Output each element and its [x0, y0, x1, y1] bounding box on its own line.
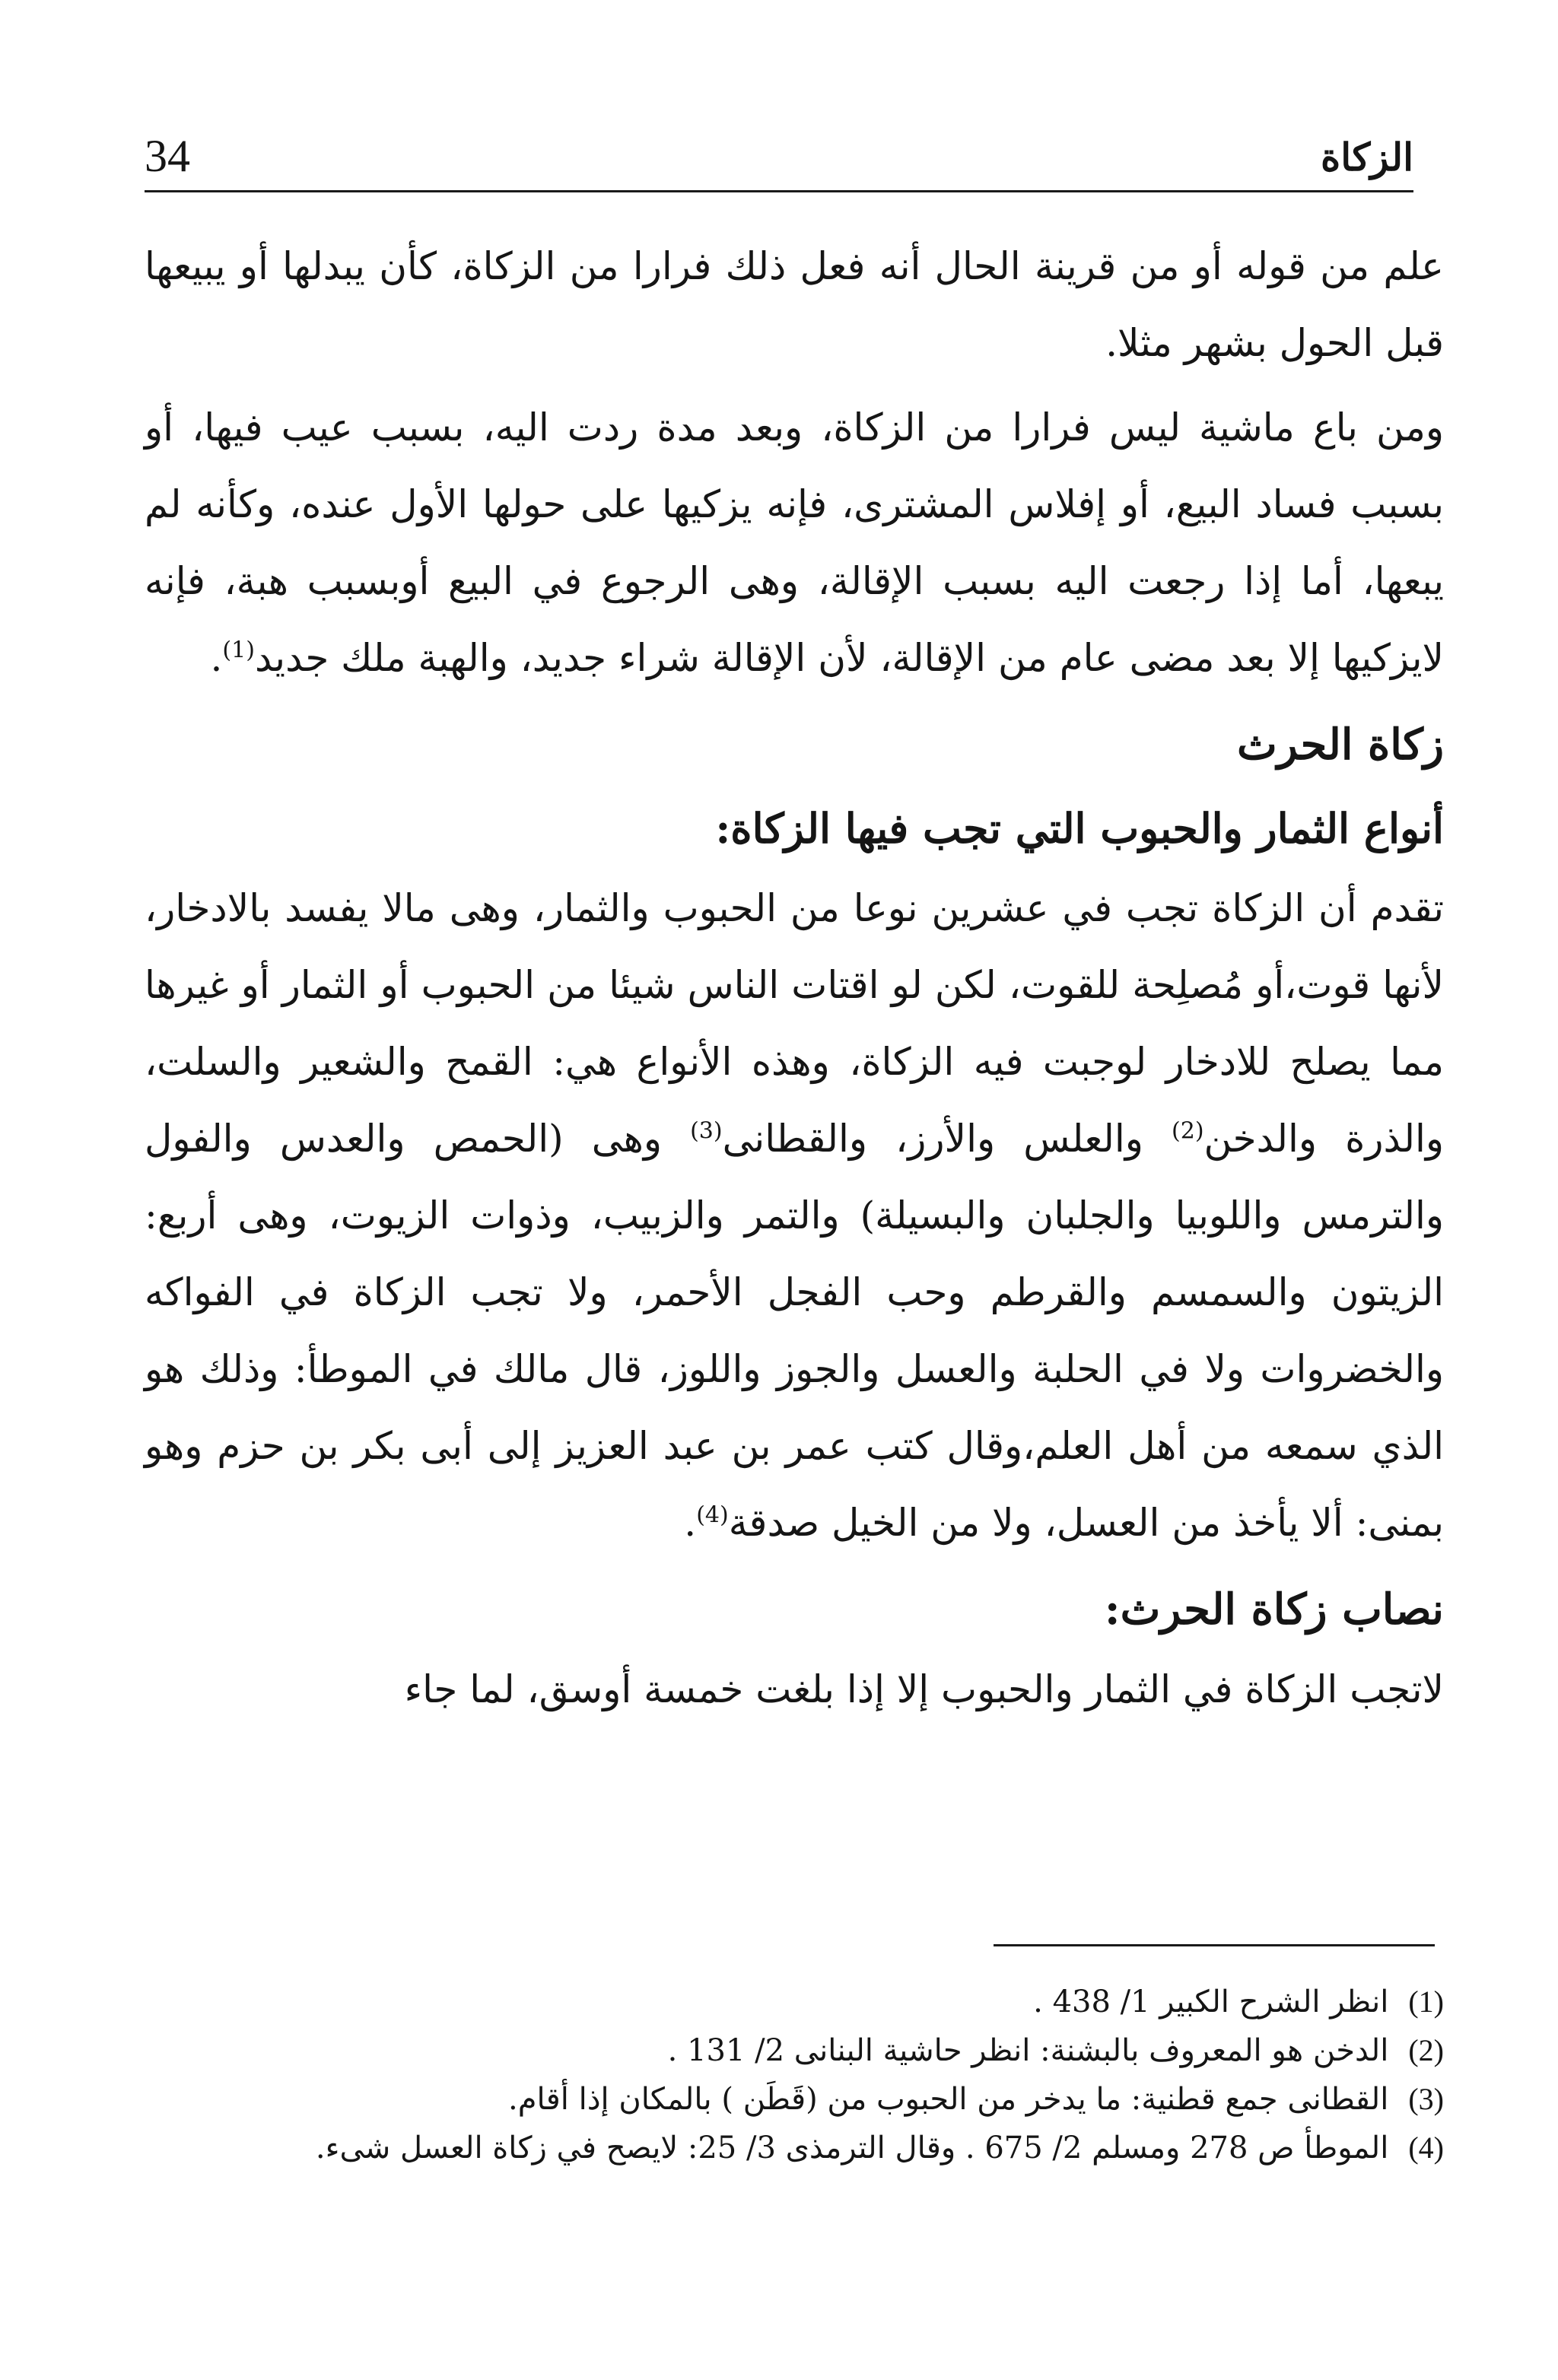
footnote-number: (4)	[1408, 2131, 1444, 2165]
page-body	[145, 228, 1444, 1728]
section-heading-nisab: نصاب زكاة الحرث:	[1104, 1584, 1444, 1635]
footnote-text: القطانى جمع قطنية: ما يدخر من الحبوب من (قَطَن ) بالمكان إذا أقام.	[508, 2082, 1389, 2117]
paragraph-2	[145, 389, 1444, 697]
paragraph-3-text-a: تقدم أن الزكاة تجب في عشرين نوعا من الحبوب والثمار، وهى مالا يفسد بالادخار، لأنها قوت،أو مُصلِحة للقوت، لكن لو اقتات الناس شيئا من الحبوب أو الثمار أو غيرها مما يصلح للادخار لوجبت فيه الزكاة، وهذه الأنواع هي: القمح والشعير والسلت، والذرة والدخن	[145, 886, 1444, 1161]
footnote-ref-3[interactable]: (3)	[690, 1117, 723, 1145]
page-number: 34	[145, 131, 190, 181]
footnotes	[145, 1978, 1444, 2172]
footnote-4	[145, 2124, 1444, 2172]
footnote-text: انظر الشرح الكبير 1/ 438 .	[1033, 1984, 1389, 2019]
footnote-number: (2)	[1408, 2033, 1444, 2067]
footnote-1	[145, 1978, 1444, 2026]
paragraph-3-end: .	[684, 1501, 697, 1545]
footnote-ref-1[interactable]: (1)	[222, 637, 255, 664]
paragraph-1: علم من قوله أو من قرينة الحال أنه فعل ذلك فرارا من الزكاة، كأن يبدلها أو يبيعها قبل الحول بشهر مثلا.	[145, 244, 1444, 365]
footnote-number: (1)	[1408, 1984, 1444, 2019]
page-header	[145, 129, 1413, 192]
paragraph-3-text-b: والعلس والأرز، والقطانى	[722, 1117, 1172, 1161]
paragraph-4: لاتجب الزكاة في الثمار والحبوب إلا إذا بلغت خمسة أوسق، لما جاء	[404, 1667, 1444, 1711]
footnote-ref-4[interactable]: (4)	[696, 1501, 729, 1529]
footnote-text: الموطأ ص 278 ومسلم 2/ 675 . وقال الترمذى 3/ 25: لايصح في زكاة العسل شىء.	[315, 2131, 1389, 2166]
footnote-separator	[994, 1944, 1435, 1946]
footnote-text: الدخن هو المعروف بالبشنة: انظر حاشية البنانى 2/ 131 .	[667, 2033, 1389, 2068]
paragraph-2-end: .	[210, 636, 223, 680]
subheading-types-of-crops: أنواع الثمار والحبوب التي تجب فيها الزكاة:	[715, 804, 1444, 853]
paragraph-3-text-c: وهى (الحمص والعدس والفول والترمس واللوبيا والجلبان والبسيلة) والتمر والزبيب، وذوات الزيوت، وهى أربع: الزيتون والسمسم والقرطم وحب الفجل الأحمر، ولا تجب الزكاة في الفواكه والخضروات ولا في الحلبة والعسل والجوز واللوز، قال مالك في الموطأ: وذلك هو الذي سمعه من أهل العلم،وقال كتب عمر بن عبد العزيز إلى أبى بكر بن حزم وهو بمنى: ألا يأخذ من العسل، ولا من الخيل صدقة	[145, 1117, 1444, 1545]
footnote-number: (3)	[1408, 2082, 1444, 2116]
footnote-2	[145, 2026, 1444, 2075]
paragraph-2-text: ومن باع ماشية ليس فرارا من الزكاة، وبعد مدة ردت اليه، بسبب عيب فيها، أو بسبب فساد البيع، أو إفلاس المشترى، فإنه يزكيها على حولها الأول عنده، وكأنه لم يبعها، أما إذا رجعت اليه بسبب الإقالة، وهى الرجوع في البيع أوبسبب هبة، فإنه لايزكيها إلا بعد مضى عام من الإقالة، لأن الإقالة شراء جديد، والهبة ملك جديد	[145, 405, 1445, 680]
section-heading-harvest-zakat: زكاة الحرث	[1237, 720, 1444, 770]
footnote-ref-2[interactable]: (2)	[1172, 1117, 1204, 1145]
paragraph-3	[145, 870, 1444, 1562]
footnote-3	[145, 2075, 1444, 2124]
running-title: الزكاة	[1321, 135, 1413, 180]
